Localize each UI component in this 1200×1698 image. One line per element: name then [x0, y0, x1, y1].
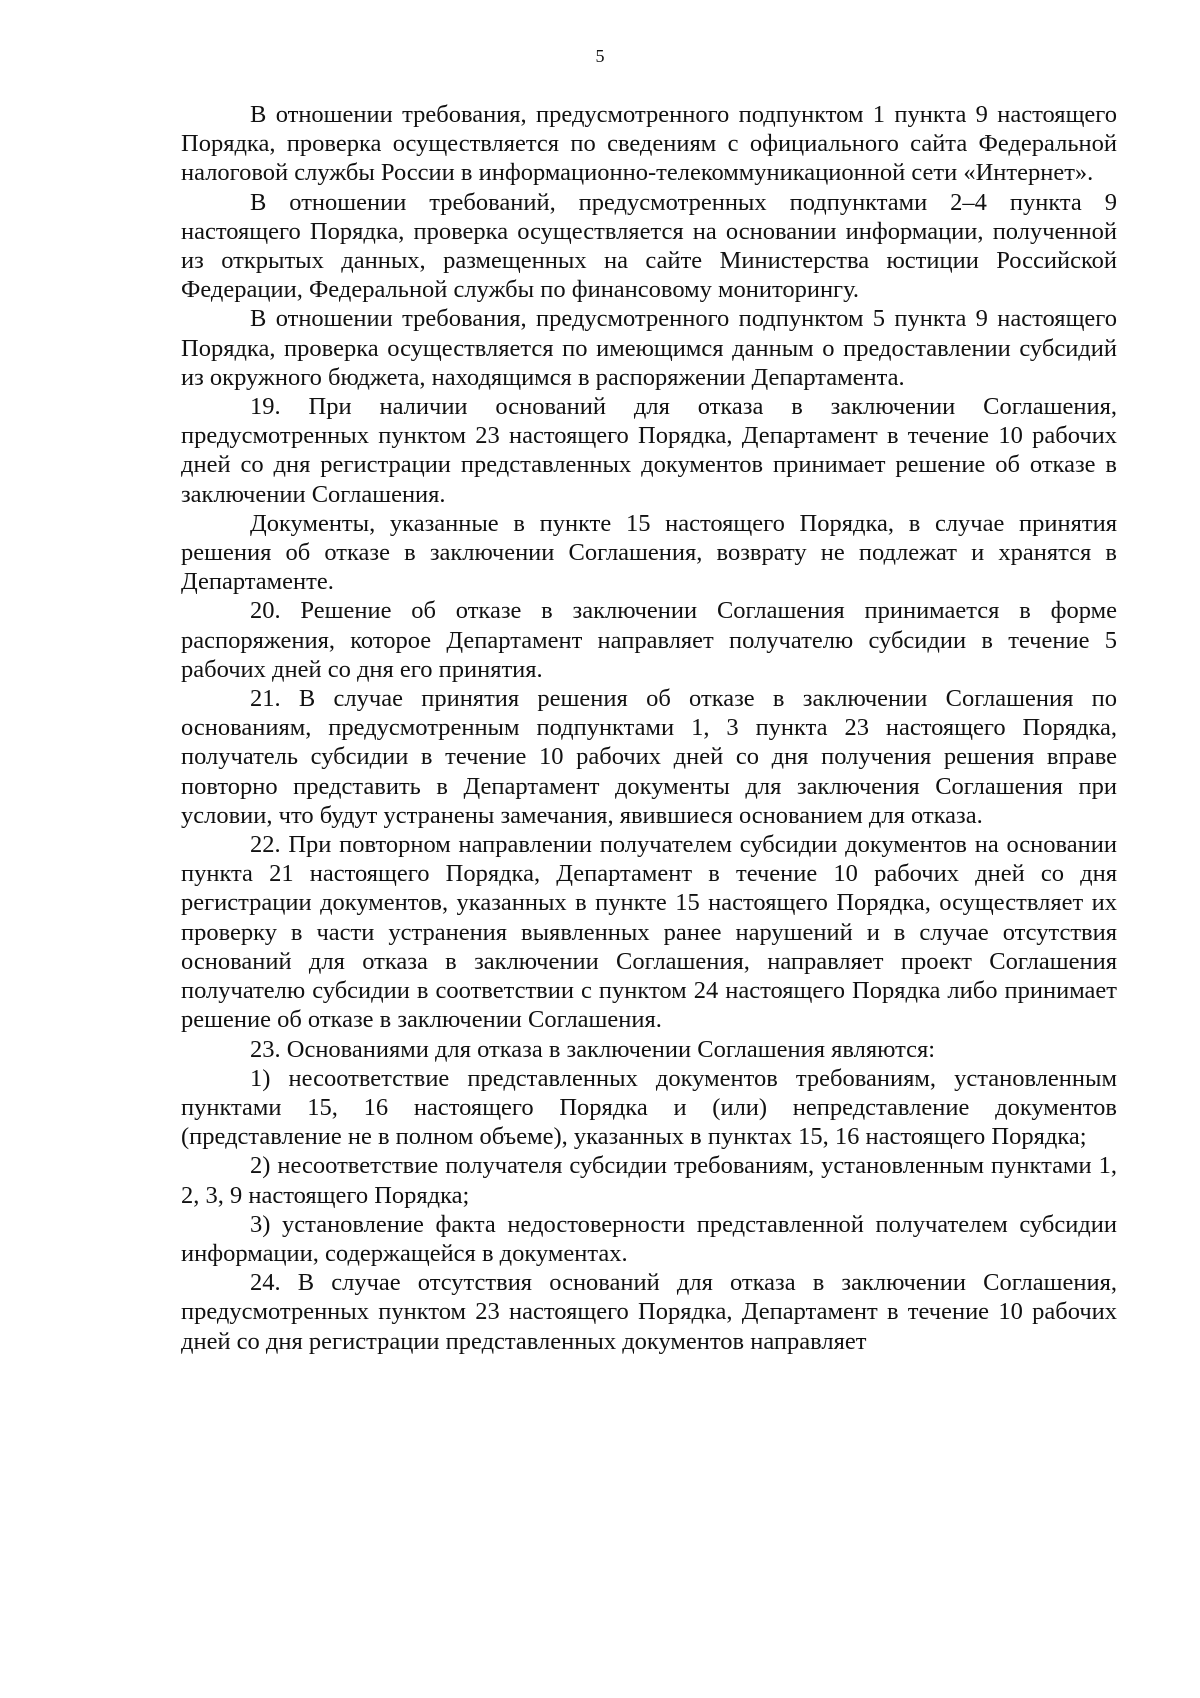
- paragraph-requirement-subpoint-5: В отношении требования, предусмотренного подпунктом 5 пункта 9 настоящего Порядка, проверка осуществляется по имеющимся данным о предоставлении субсидий из окружного бюджета, находящимся в распоряжении Департамента.: [181, 305, 1117, 391]
- paragraph-item-20: 20. Решение об отказе в заключении Соглашения принимается в форме распоряжения, которое Департамент направляет получателю субсидии в течение 5 рабочих дней со дня его принятия.: [181, 597, 1117, 683]
- paragraph-item-23-subpoint-3: 3) установление факта недостоверности представленной получателем субсидии информации, содержащейся в документах.: [181, 1210, 1117, 1267]
- paragraph-item-23-subpoint-2: 2) несоответствие получателя субсидии требованиям, установленным пунктами 1, 2, 3, 9 настоящего Порядка;: [181, 1152, 1117, 1209]
- paragraph-item-22: 22. При повторном направлении получателем субсидии документов на основании пункта 21 настоящего Порядка, Департамент в течение 10 рабочих дней со дня регистрации документов, указанных в пункте 15 настоящего Порядка, осуществляет их проверку в части устранения выявленных ранее нарушений и в случае отсутствия оснований для отказа в заключении Соглашения, направляет проект Соглашения получателю субсидии в соответствии с пунктом 24 настоящего Порядка либо принимает решение об отказе в заключении Соглашения.: [181, 831, 1117, 1034]
- paragraph-item-24: 24. В случае отсутствия оснований для отказа в заключении Соглашения, предусмотренных пунктом 23 настоящего Порядка, Департамент в течение 10 рабочих дней со дня регистрации представленных документов направляет: [181, 1269, 1117, 1355]
- paragraph-item-23-subpoint-1: 1) несоответствие представленных документов требованиям, установленным пунктами 15, 16 настоящего Порядка и (или) непредставление документов (представление не в полном объеме), указанных в пунктах 15, 16 настоящего Порядка;: [181, 1064, 1117, 1151]
- paragraph-item-21: 21. В случае принятия решения об отказе в заключении Соглашения по основаниям, предусмотренным подпунктами 1, 3 пункта 23 настоящего Порядка, получатель субсидии в течение 10 рабочих дней со дня получения решения вправе повторно представить в Департамент документы для заключения Соглашения при условии, что будут устранены замечания, явившиеся основанием для отказа.: [181, 685, 1117, 829]
- document-body: [181, 100, 1117, 1356]
- paragraph-requirement-subpoint-1: В отношении требования, предусмотренного подпунктом 1 пункта 9 настоящего Порядка, проверка осуществляется по сведениям с официального сайта Федеральной налоговой службы России в информационно-телекоммуникационной сети «Интернет».: [181, 101, 1117, 187]
- paragraph-item-23: 23. Основаниями для отказа в заключении Соглашения являются:: [250, 1035, 936, 1063]
- paragraph-item-19: 19. При наличии оснований для отказа в заключении Соглашения, предусмотренных пунктом 23 настоящего Порядка, Департамент в течение 10 рабочих дней со дня регистрации представленных документов принимает решение об отказе в заключении Соглашения.: [181, 393, 1117, 508]
- paragraph-documents-not-returned: Документы, указанные в пункте 15 настоящего Порядка, в случае принятия решения об отказе в заключении Соглашения, возврату не подлежат и хранятся в Департаменте.: [181, 509, 1117, 596]
- page-number: 5: [595, 46, 605, 66]
- paragraph-requirement-subpoints-2-4: В отношении требований, предусмотренных подпунктами 2–4 пункта 9 настоящего Порядка, проверка осуществляется на основании информации, полученной из открытых данных, размещенных на сайте Министерства юстиции Российской Федерации, Федеральной службы по финансовому мониторингу.: [181, 188, 1117, 304]
